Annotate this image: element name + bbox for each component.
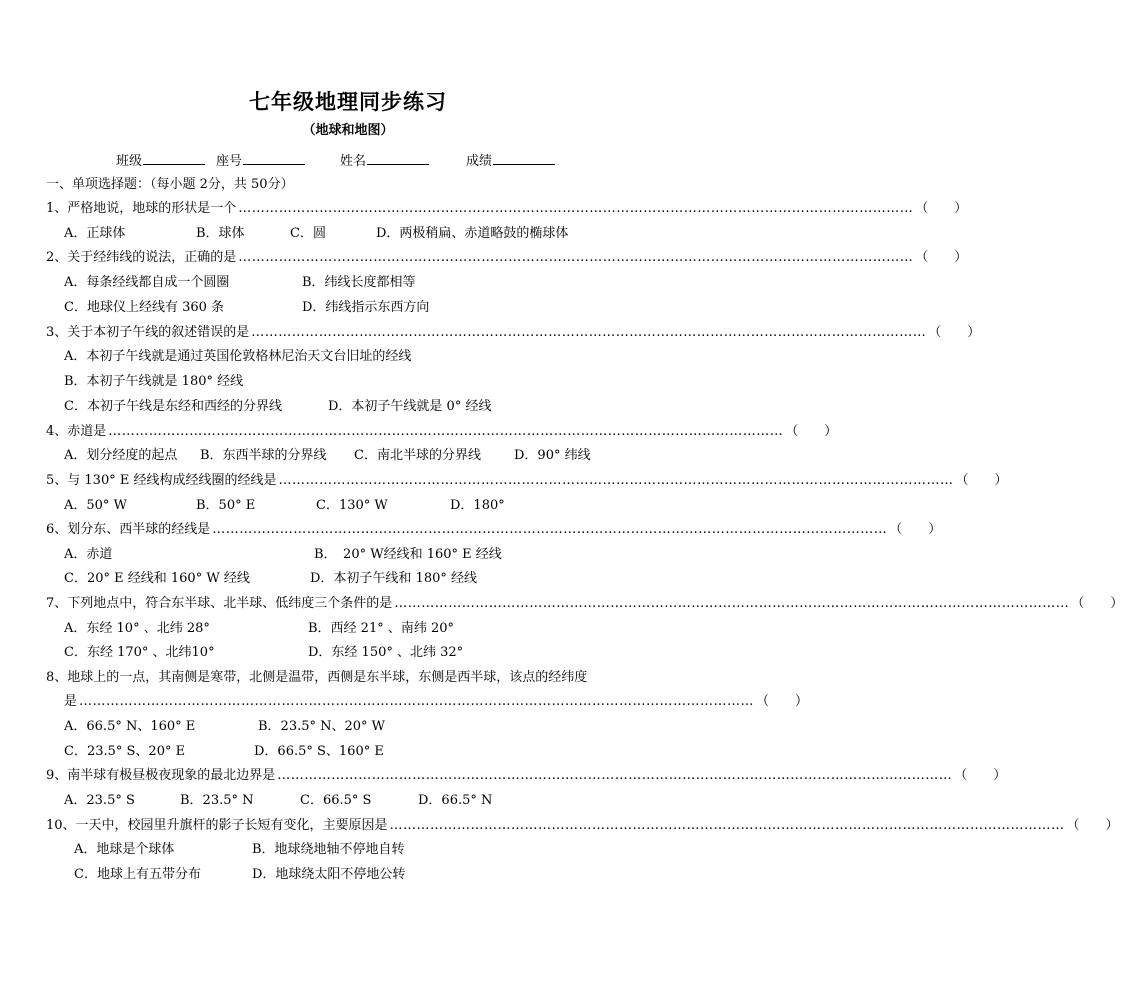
dot-leader: …………………………………………………………………………………………………………………………………… [278,473,954,488]
answer-bracket: （ ） [889,522,942,537]
dot-leader: …………………………………………………………………………………………………………………………………… [251,325,927,340]
answer-bracket: （ ） [915,201,968,216]
option-a: A．正球体 [64,226,126,241]
option-c: C．66.5° S [300,793,372,808]
option-a: A．23.5° S [64,793,135,808]
option-a: A．50° W [64,498,127,513]
question-3-option-a [46,345,646,369]
question-8: 8、地球上的一点，其南侧是寒带，北侧是温带，西侧是东半球，东侧是西半球，该点的经纬度 [46,670,588,685]
option-d: D．地球绕太阳不停地公转 [252,867,406,882]
question-stem: 10、一天中，校园里升旗杆的影子长短有变化，主要原因是 [46,818,388,833]
question-5-options [46,494,646,518]
question-2-options-row2 [46,296,646,320]
option-b: B．23.5° N [180,793,254,808]
dot-leader: …………………………………………………………………………………………………………………………………… [389,818,1065,833]
question-8-options-row2 [46,740,646,764]
option-c: C．东经 170° 、北纬10° [64,645,215,660]
option-d: D．本初子午线和 180° 经线 [310,571,478,586]
option-b: B． 20° W经线和 160° E 经线 [314,547,502,562]
answer-bracket: （ ） [785,424,838,439]
class-blank [143,150,205,165]
option-d: D．66.5° S、160° E [254,744,384,759]
option-d: D．180° [450,498,505,513]
option-a: A．划分经度的起点 [64,448,178,463]
answer-bracket: （ ） [1066,818,1119,833]
question-stem: 5、与 130° E 经线构成经线圈的经线是 [46,473,277,488]
dot-leader: …………………………………………………………………………………………………………………………………… [108,424,784,439]
name-label: 姓名 [340,154,367,169]
seat-field [216,150,305,173]
option-b: B．西经 21° 、南纬 20° [308,621,455,636]
seat-label: 座号 [216,154,243,169]
question-stem-cont: 是 [64,694,78,709]
option-a: A．赤道 [64,547,113,562]
question-7-options-row1 [46,617,646,641]
question-stem: 2、关于经纬线的说法，正确的是 [46,250,237,265]
answer-bracket: （ ） [1071,596,1123,611]
question-7-options-row2 [46,641,646,665]
question-10 [46,814,1119,838]
option-c: C．20° E 经线和 160° W 经线 [64,571,250,586]
question-2 [46,246,968,270]
option-a: A．东经 10° 、北纬 28° [64,621,210,636]
answer-bracket: （ ） [756,694,809,709]
option-c: C．地球上有五带分布 [74,867,201,882]
question-10-options-row2 [46,863,646,887]
question-6-options-row2 [46,567,646,591]
option-c: C．23.5° S、20° E [64,744,186,759]
option-b: B．50° E [196,498,256,513]
question-8-cont [64,690,809,714]
dot-leader: …………………………………………………………………………………………………………………………………… [277,768,953,783]
option-a: A．每条经线都自成一个圆圈 [64,275,230,290]
question-10-options-row1 [46,838,646,862]
question-stem: 7、下列地点中，符合东半球、北半球、低纬度三个条件的是 [46,596,393,611]
option-d: D．东经 150° 、北纬 32° [308,645,464,660]
option-d: D．两极稍扁、赤道略鼓的椭球体 [376,226,569,241]
question-stem: 9、南半球有极昼极夜现象的最北边界是 [46,768,276,783]
answer-bracket: （ ） [915,250,968,265]
option-d: D．本初子午线就是 0° 经线 [328,399,492,414]
page-subtitle: （地球和地图） [302,123,394,138]
question-6 [46,518,942,542]
question-5 [46,469,1008,493]
question-stem: 4、赤道是 [46,424,107,439]
question-3-option-b [46,370,646,394]
answer-bracket: （ ） [955,473,1008,488]
question-stem: 1、严格地说，地球的形状是一个 [46,201,237,216]
option-b: B．23.5° N、20° W [258,719,386,734]
question-stem: 6、划分东、西半球的经线是 [46,522,211,537]
question-3 [46,321,981,345]
option-d: D．66.5° N [418,793,493,808]
question-7 [46,592,1123,616]
question-2-options-row1 [46,271,646,295]
score-blank [493,150,555,165]
class-field [116,150,205,173]
question-9-options [46,789,646,813]
option-b: B．东西半球的分界线 [200,448,327,463]
question-1 [46,197,968,221]
class-label: 班级 [116,154,143,169]
question-8-options-row1 [46,715,646,739]
seat-blank [243,150,305,165]
option-b: B．本初子午线就是 180° 经线 [64,374,244,389]
option-c: C．圆 [290,226,326,241]
dot-leader: …………………………………………………………………………………………………………………………………… [238,250,914,265]
name-field [340,150,429,173]
option-a: A．本初子午线就是通过英国伦敦格林尼治天文台旧址的经线 [64,349,412,364]
dot-leader: …………………………………………………………………………………………………………………………………… [394,596,1070,611]
question-stem: 3、关于本初子午线的叙述错误的是 [46,325,250,340]
option-b: B．球体 [196,226,245,241]
score-label: 成绩 [466,154,493,169]
option-a: A．地球是个球体 [74,842,175,857]
option-c: C．130° W [316,498,388,513]
option-d: D．纬线指示东西方向 [302,300,430,315]
question-1-options [46,222,646,246]
dot-leader: …………………………………………………………………………………………………………………………………… [238,201,914,216]
option-c: C．地球仪上经线有 360 条 [64,300,225,315]
option-c: C．南北半球的分界线 [354,448,481,463]
option-c: C．本初子午线是东经和西经的分界线 [64,399,282,414]
page-title: 七年级地理同步练习 [249,90,447,114]
dot-leader: …………………………………………………………………………………………………………………………………… [79,694,755,709]
question-6-options-row1 [46,543,646,567]
section-heading: 一、单项选择题：（每小题 2分，共 50分） [46,177,294,192]
question-4-options [46,444,646,468]
answer-bracket: （ ） [928,325,981,340]
option-b: B．纬线长度都相等 [302,275,416,290]
name-blank [367,150,429,165]
question-4 [46,420,838,444]
option-a: A．66.5° N、160° E [64,719,196,734]
answer-bracket: （ ） [954,768,1007,783]
student-info-row [0,150,696,172]
question-9 [46,764,1007,788]
dot-leader: …………………………………………………………………………………………………………………………………… [212,522,888,537]
option-d: D．90° 纬线 [514,448,591,463]
score-field [466,150,555,173]
option-b: B．地球绕地轴不停地自转 [252,842,405,857]
question-3-options-cd [46,395,646,419]
